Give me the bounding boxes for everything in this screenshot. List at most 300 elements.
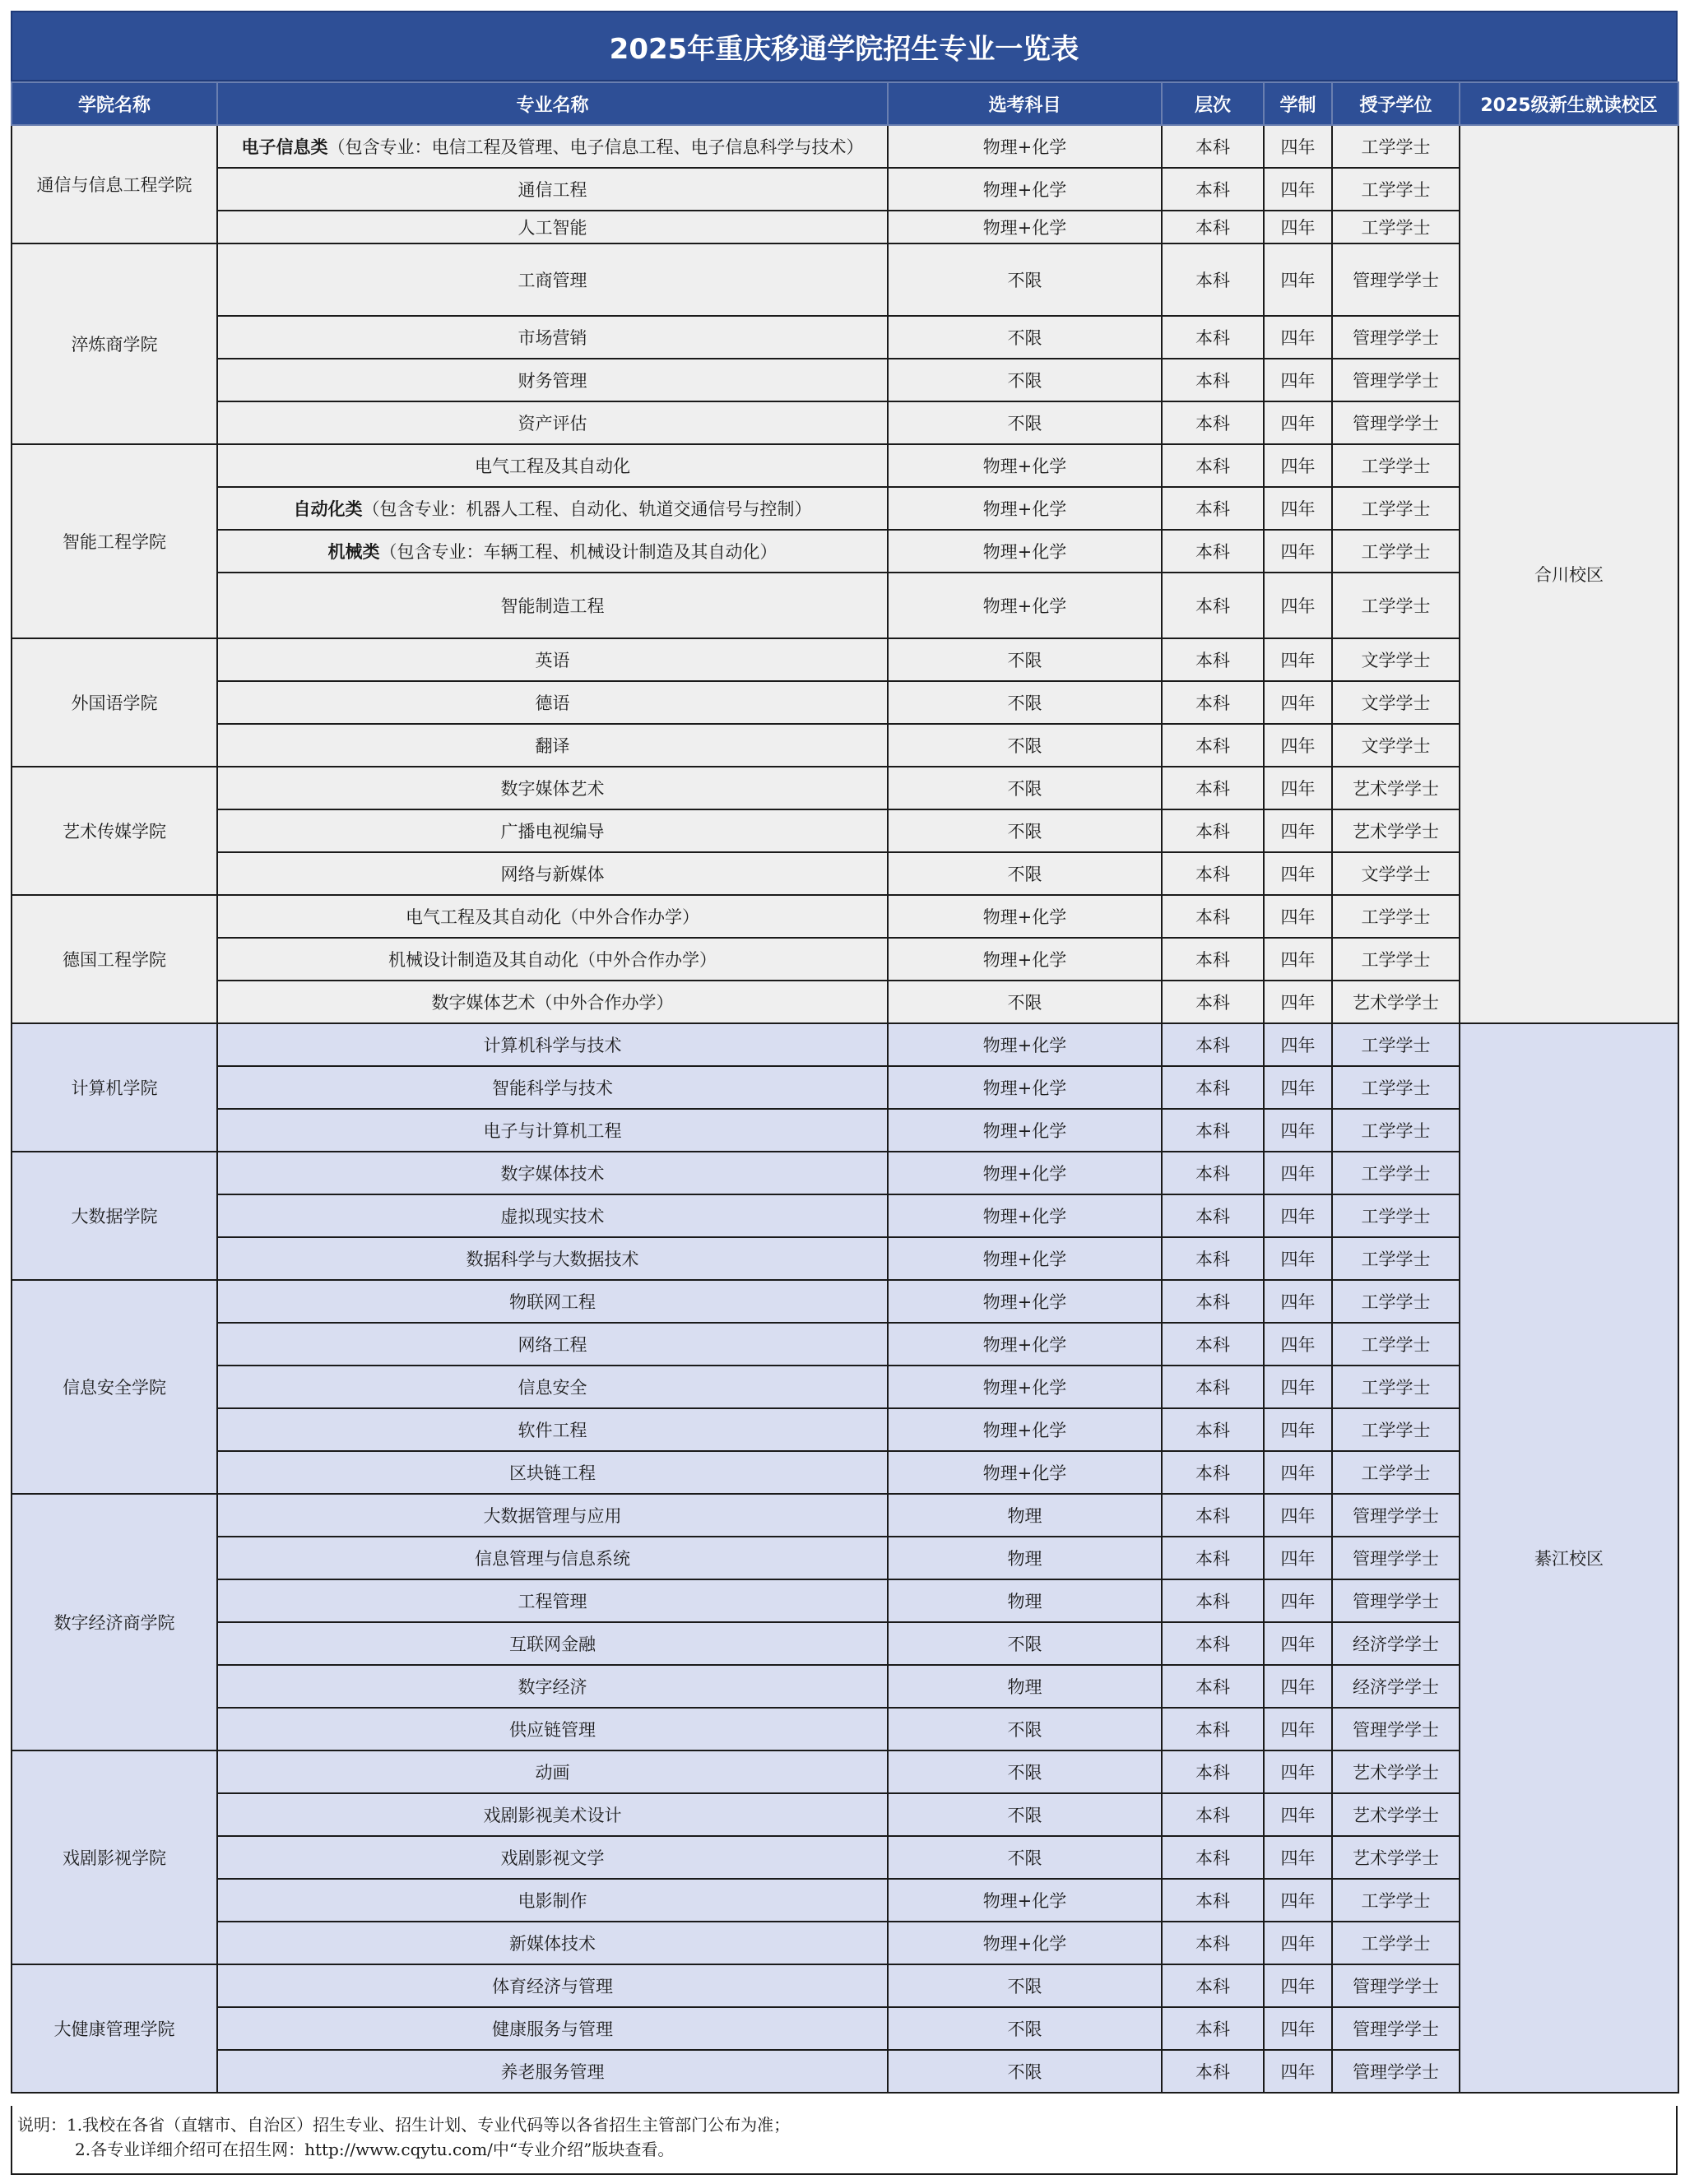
level-cell: 本科 (1162, 359, 1264, 401)
level-cell: 本科 (1162, 981, 1264, 1023)
degree-cell: 工学学士 (1332, 1023, 1460, 1066)
major-category-detail: （包含专业：机器人工程、自动化、轨道交通信号与控制） (362, 499, 812, 519)
major-name: 数字媒体技术 (217, 1152, 888, 1194)
table-row (12, 1237, 1678, 1280)
duration-cell: 四年 (1264, 2007, 1332, 2050)
subjects-cell: 物理+化学 (888, 1879, 1162, 1922)
subjects-cell: 不限 (888, 1836, 1162, 1879)
subjects-cell: 物理+化学 (888, 168, 1162, 211)
table-row (12, 168, 1678, 211)
table-row (12, 1323, 1678, 1366)
table-row (12, 938, 1678, 981)
degree-cell: 工学学士 (1332, 487, 1460, 530)
subjects-cell: 不限 (888, 2050, 1162, 2093)
duration-cell: 四年 (1264, 1280, 1332, 1323)
table-row (12, 1451, 1678, 1494)
majors-table (11, 81, 1679, 2094)
subjects-cell: 不限 (888, 1793, 1162, 1836)
degree-cell: 管理学学士 (1332, 2050, 1460, 2093)
college-name: 计算机学院 (12, 1023, 217, 1152)
duration-cell: 四年 (1264, 1152, 1332, 1194)
subjects-cell: 物理+化学 (888, 895, 1162, 938)
duration-cell: 四年 (1264, 1964, 1332, 2007)
table-row (12, 1280, 1678, 1323)
college-name: 戏剧影视学院 (12, 1750, 217, 1964)
degree-cell: 文学学士 (1332, 724, 1460, 767)
duration-cell: 四年 (1264, 444, 1332, 487)
level-cell: 本科 (1162, 168, 1264, 211)
major-name: 戏剧影视美术设计 (217, 1793, 888, 1836)
college-name: 数字经济商学院 (12, 1494, 217, 1750)
subjects-cell: 物理+化学 (888, 1408, 1162, 1451)
subjects-cell: 物理+化学 (888, 573, 1162, 638)
degree-cell: 工学学士 (1332, 1237, 1460, 1280)
level-cell: 本科 (1162, 1665, 1264, 1708)
table-row (12, 809, 1678, 852)
degree-cell: 工学学士 (1332, 1323, 1460, 1366)
table-row (12, 1066, 1678, 1109)
table-row (12, 1366, 1678, 1408)
subjects-cell: 不限 (888, 809, 1162, 852)
table-row (12, 1836, 1678, 1879)
major-name: 体育经济与管理 (217, 1964, 888, 2007)
subjects-cell: 不限 (888, 638, 1162, 681)
duration-cell: 四年 (1264, 1579, 1332, 1622)
level-cell: 本科 (1162, 1964, 1264, 2007)
subjects-cell: 物理+化学 (888, 530, 1162, 573)
major-name: 智能制造工程 (217, 573, 888, 638)
header-subjects: 选考科目 (888, 82, 1162, 125)
degree-cell: 工学学士 (1332, 1194, 1460, 1237)
table-row (12, 2050, 1678, 2093)
major-name: 广播电视编导 (217, 809, 888, 852)
major-name: 网络与新媒体 (217, 852, 888, 895)
table-row (12, 638, 1678, 681)
admissions-table-sheet (11, 11, 1678, 2094)
college-name: 智能工程学院 (12, 444, 217, 638)
level-cell: 本科 (1162, 724, 1264, 767)
header-degree: 授予学位 (1332, 82, 1460, 125)
level-cell: 本科 (1162, 401, 1264, 444)
major-name: 戏剧影视文学 (217, 1836, 888, 1879)
level-cell: 本科 (1162, 1494, 1264, 1537)
subjects-cell: 物理+化学 (888, 1451, 1162, 1494)
college-name: 外国语学院 (12, 638, 217, 767)
college-name: 大健康管理学院 (12, 1964, 217, 2093)
header-duration: 学制 (1264, 82, 1332, 125)
subjects-cell: 不限 (888, 243, 1162, 316)
degree-cell: 艺术学学士 (1332, 981, 1460, 1023)
subjects-cell: 不限 (888, 1708, 1162, 1750)
table-row (12, 981, 1678, 1023)
degree-cell: 管理学学士 (1332, 243, 1460, 316)
degree-cell: 艺术学学士 (1332, 1836, 1460, 1879)
degree-cell: 艺术学学士 (1332, 1793, 1460, 1836)
degree-cell: 文学学士 (1332, 681, 1460, 724)
major-name: 大数据管理与应用 (217, 1494, 888, 1537)
duration-cell: 四年 (1264, 1494, 1332, 1537)
level-cell: 本科 (1162, 1066, 1264, 1109)
major-name: 电影制作 (217, 1879, 888, 1922)
table-row (12, 895, 1678, 938)
duration-cell: 四年 (1264, 1836, 1332, 1879)
level-cell: 本科 (1162, 1879, 1264, 1922)
table-row (12, 1109, 1678, 1152)
college-name: 德国工程学院 (12, 895, 217, 1023)
major-name: 信息管理与信息系统 (217, 1537, 888, 1579)
duration-cell: 四年 (1264, 573, 1332, 638)
level-cell: 本科 (1162, 1152, 1264, 1194)
major-name: 供应链管理 (217, 1708, 888, 1750)
subjects-cell: 物理+化学 (888, 1023, 1162, 1066)
table-row (12, 1023, 1678, 1066)
table-row (12, 852, 1678, 895)
level-cell: 本科 (1162, 1922, 1264, 1964)
subjects-cell: 不限 (888, 981, 1162, 1023)
duration-cell: 四年 (1264, 681, 1332, 724)
level-cell: 本科 (1162, 1237, 1264, 1280)
duration-cell: 四年 (1264, 1323, 1332, 1366)
major-name: 市场营销 (217, 316, 888, 359)
duration-cell: 四年 (1264, 1023, 1332, 1066)
degree-cell: 工学学士 (1332, 1922, 1460, 1964)
table-row (12, 681, 1678, 724)
duration-cell: 四年 (1264, 168, 1332, 211)
degree-cell: 工学学士 (1332, 125, 1460, 168)
subjects-cell: 物理 (888, 1579, 1162, 1622)
duration-cell: 四年 (1264, 1537, 1332, 1579)
major-name: 动画 (217, 1750, 888, 1793)
major-name: 数据科学与大数据技术 (217, 1237, 888, 1280)
degree-cell: 工学学士 (1332, 573, 1460, 638)
degree-cell: 管理学学士 (1332, 1579, 1460, 1622)
major-name: 财务管理 (217, 359, 888, 401)
duration-cell: 四年 (1264, 1879, 1332, 1922)
degree-cell: 工学学士 (1332, 1109, 1460, 1152)
level-cell: 本科 (1162, 1750, 1264, 1793)
major-name: 信息安全 (217, 1366, 888, 1408)
level-cell: 本科 (1162, 809, 1264, 852)
subjects-cell: 不限 (888, 852, 1162, 895)
major-name: 新媒体技术 (217, 1922, 888, 1964)
degree-cell: 艺术学学士 (1332, 767, 1460, 809)
major-name: 计算机科学与技术 (217, 1023, 888, 1066)
duration-cell: 四年 (1264, 1408, 1332, 1451)
subjects-cell: 物理+化学 (888, 444, 1162, 487)
level-cell: 本科 (1162, 1622, 1264, 1665)
major-name: 英语 (217, 638, 888, 681)
major-name (217, 125, 888, 168)
degree-cell: 经济学学士 (1332, 1665, 1460, 1708)
table-row (12, 530, 1678, 573)
subjects-cell: 不限 (888, 2007, 1162, 2050)
duration-cell: 四年 (1264, 895, 1332, 938)
table-row (12, 1408, 1678, 1451)
degree-cell: 管理学学士 (1332, 1964, 1460, 2007)
subjects-cell: 物理+化学 (888, 1109, 1162, 1152)
subjects-cell: 不限 (888, 767, 1162, 809)
degree-cell: 管理学学士 (1332, 359, 1460, 401)
duration-cell: 四年 (1264, 1708, 1332, 1750)
table-row (12, 573, 1678, 638)
duration-cell: 四年 (1264, 638, 1332, 681)
major-category-detail: （包含专业：车辆工程、机械设计制造及其自动化） (379, 542, 778, 562)
major-name: 翻译 (217, 724, 888, 767)
level-cell: 本科 (1162, 1451, 1264, 1494)
degree-cell: 管理学学士 (1332, 2007, 1460, 2050)
campus-cell: 綦江校区 (1460, 1023, 1678, 2093)
table-row (12, 401, 1678, 444)
degree-cell: 文学学士 (1332, 638, 1460, 681)
duration-cell: 四年 (1264, 724, 1332, 767)
table-row (12, 1152, 1678, 1194)
subjects-cell: 物理+化学 (888, 1237, 1162, 1280)
duration-cell: 四年 (1264, 1750, 1332, 1793)
major-name: 物联网工程 (217, 1280, 888, 1323)
table-row (12, 1964, 1678, 2007)
degree-cell: 工学学士 (1332, 530, 1460, 573)
major-name: 区块链工程 (217, 1451, 888, 1494)
degree-cell: 工学学士 (1332, 1408, 1460, 1451)
duration-cell: 四年 (1264, 125, 1332, 168)
level-cell: 本科 (1162, 852, 1264, 895)
level-cell: 本科 (1162, 2050, 1264, 2093)
page-title: 2025年重庆移通学院招生专业一览表 (11, 11, 1678, 81)
degree-cell: 工学学士 (1332, 1280, 1460, 1323)
table-row (12, 444, 1678, 487)
degree-cell: 文学学士 (1332, 852, 1460, 895)
level-cell: 本科 (1162, 638, 1264, 681)
major-name: 数字媒体艺术（中外合作办学） (217, 981, 888, 1023)
level-cell: 本科 (1162, 681, 1264, 724)
duration-cell: 四年 (1264, 981, 1332, 1023)
degree-cell: 管理学学士 (1332, 401, 1460, 444)
table-row (12, 211, 1678, 243)
table-row (12, 1579, 1678, 1622)
table-row (12, 1665, 1678, 1708)
table-row (12, 1622, 1678, 1665)
subjects-cell: 物理+化学 (888, 125, 1162, 168)
table-body (12, 125, 1678, 2093)
degree-cell: 管理学学士 (1332, 316, 1460, 359)
table-row (12, 1494, 1678, 1537)
major-name: 资产评估 (217, 401, 888, 444)
duration-cell: 四年 (1264, 1066, 1332, 1109)
subjects-cell: 不限 (888, 401, 1162, 444)
degree-cell: 工学学士 (1332, 1879, 1460, 1922)
level-cell: 本科 (1162, 767, 1264, 809)
subjects-cell: 物理+化学 (888, 1280, 1162, 1323)
duration-cell: 四年 (1264, 1665, 1332, 1708)
degree-cell: 工学学士 (1332, 211, 1460, 243)
major-name (217, 487, 888, 530)
level-cell: 本科 (1162, 211, 1264, 243)
degree-cell: 工学学士 (1332, 444, 1460, 487)
table-row (12, 1537, 1678, 1579)
subjects-cell: 不限 (888, 1750, 1162, 1793)
major-name: 软件工程 (217, 1408, 888, 1451)
major-name: 电气工程及其自动化 (217, 444, 888, 487)
note-1: 说明：1.我校在各省（直辖市、自治区）招生专业、招生计划、专业代码等以各省招生主管部门公布为准； (17, 2115, 791, 2135)
duration-cell: 四年 (1264, 487, 1332, 530)
header-campus: 2025级新生就读校区 (1460, 82, 1678, 125)
major-name: 机械设计制造及其自动化（中外合作办学） (217, 938, 888, 981)
campus-cell: 合川校区 (1460, 125, 1678, 1023)
duration-cell: 四年 (1264, 1451, 1332, 1494)
header-row (12, 82, 1678, 125)
table-row (12, 1750, 1678, 1793)
college-name: 大数据学院 (12, 1152, 217, 1280)
level-cell: 本科 (1162, 1579, 1264, 1622)
degree-cell: 管理学学士 (1332, 1494, 1460, 1537)
subjects-cell: 不限 (888, 724, 1162, 767)
table-row (12, 1708, 1678, 1750)
level-cell: 本科 (1162, 573, 1264, 638)
major-name: 工商管理 (217, 243, 888, 316)
level-cell: 本科 (1162, 444, 1264, 487)
duration-cell: 四年 (1264, 1622, 1332, 1665)
major-name: 互联网金融 (217, 1622, 888, 1665)
table-row (12, 1793, 1678, 1836)
major-name: 通信工程 (217, 168, 888, 211)
degree-cell: 工学学士 (1332, 1066, 1460, 1109)
duration-cell: 四年 (1264, 211, 1332, 243)
subjects-cell: 不限 (888, 1964, 1162, 2007)
table-row (12, 1879, 1678, 1922)
major-name: 数字经济 (217, 1665, 888, 1708)
major-name: 数字媒体艺术 (217, 767, 888, 809)
major-name: 虚拟现实技术 (217, 1194, 888, 1237)
duration-cell: 四年 (1264, 2050, 1332, 2093)
level-cell: 本科 (1162, 125, 1264, 168)
subjects-cell: 不限 (888, 359, 1162, 401)
subjects-cell: 物理+化学 (888, 211, 1162, 243)
duration-cell: 四年 (1264, 1366, 1332, 1408)
header-level: 层次 (1162, 82, 1264, 125)
major-name: 德语 (217, 681, 888, 724)
level-cell: 本科 (1162, 2007, 1264, 2050)
subjects-cell: 物理 (888, 1665, 1162, 1708)
level-cell: 本科 (1162, 938, 1264, 981)
level-cell: 本科 (1162, 1537, 1264, 1579)
level-cell: 本科 (1162, 1793, 1264, 1836)
duration-cell: 四年 (1264, 1793, 1332, 1836)
duration-cell: 四年 (1264, 1237, 1332, 1280)
major-name: 人工智能 (217, 211, 888, 243)
major-name: 工程管理 (217, 1579, 888, 1622)
level-cell: 本科 (1162, 243, 1264, 316)
degree-cell: 管理学学士 (1332, 1708, 1460, 1750)
level-cell: 本科 (1162, 1280, 1264, 1323)
subjects-cell: 物理+化学 (888, 1922, 1162, 1964)
subjects-cell: 不限 (888, 316, 1162, 359)
degree-cell: 艺术学学士 (1332, 1750, 1460, 1793)
degree-cell: 艺术学学士 (1332, 809, 1460, 852)
level-cell: 本科 (1162, 1708, 1264, 1750)
level-cell: 本科 (1162, 530, 1264, 573)
degree-cell: 经济学学士 (1332, 1622, 1460, 1665)
duration-cell: 四年 (1264, 316, 1332, 359)
level-cell: 本科 (1162, 1408, 1264, 1451)
degree-cell: 管理学学士 (1332, 1537, 1460, 1579)
level-cell: 本科 (1162, 1366, 1264, 1408)
duration-cell: 四年 (1264, 1194, 1332, 1237)
major-category: 机械类 (327, 541, 380, 562)
degree-cell: 工学学士 (1332, 1451, 1460, 1494)
major-category: 自动化类 (293, 498, 363, 519)
table-row (12, 1194, 1678, 1237)
major-name: 网络工程 (217, 1323, 888, 1366)
level-cell: 本科 (1162, 487, 1264, 530)
subjects-cell: 不限 (888, 1622, 1162, 1665)
subjects-cell: 物理+化学 (888, 1066, 1162, 1109)
college-name: 通信与信息工程学院 (12, 125, 217, 243)
table-row (12, 487, 1678, 530)
table-row (12, 316, 1678, 359)
major-name: 电气工程及其自动化（中外合作办学） (217, 895, 888, 938)
duration-cell: 四年 (1264, 767, 1332, 809)
duration-cell: 四年 (1264, 359, 1332, 401)
table-row (12, 2007, 1678, 2050)
duration-cell: 四年 (1264, 243, 1332, 316)
table-row (12, 724, 1678, 767)
major-name (217, 530, 888, 573)
header-major: 专业名称 (217, 82, 888, 125)
level-cell: 本科 (1162, 1109, 1264, 1152)
college-name: 艺术传媒学院 (12, 767, 217, 895)
major-name: 智能科学与技术 (217, 1066, 888, 1109)
subjects-cell: 物理+化学 (888, 1323, 1162, 1366)
level-cell: 本科 (1162, 1194, 1264, 1237)
duration-cell: 四年 (1264, 938, 1332, 981)
level-cell: 本科 (1162, 316, 1264, 359)
subjects-cell: 物理+化学 (888, 487, 1162, 530)
duration-cell: 四年 (1264, 1922, 1332, 1964)
table-row (12, 243, 1678, 316)
duration-cell: 四年 (1264, 401, 1332, 444)
duration-cell: 四年 (1264, 852, 1332, 895)
table-row (12, 1922, 1678, 1964)
table-row (12, 359, 1678, 401)
footnotes (11, 2106, 1678, 2175)
duration-cell: 四年 (1264, 809, 1332, 852)
subjects-cell: 物理+化学 (888, 1194, 1162, 1237)
college-name: 淬炼商学院 (12, 243, 217, 444)
duration-cell: 四年 (1264, 530, 1332, 573)
level-cell: 本科 (1162, 1323, 1264, 1366)
major-name: 健康服务与管理 (217, 2007, 888, 2050)
major-category: 电子信息类 (241, 137, 328, 157)
college-name: 信息安全学院 (12, 1280, 217, 1494)
subjects-cell: 物理 (888, 1494, 1162, 1537)
table-row (12, 125, 1678, 168)
subjects-cell: 物理+化学 (888, 1152, 1162, 1194)
subjects-cell: 物理+化学 (888, 938, 1162, 981)
major-name: 电子与计算机工程 (217, 1109, 888, 1152)
table-row (12, 767, 1678, 809)
degree-cell: 工学学士 (1332, 1366, 1460, 1408)
subjects-cell: 物理+化学 (888, 1366, 1162, 1408)
major-category-detail: （包含专业：电信工程及管理、电子信息工程、电子信息科学与技术） (327, 137, 864, 157)
degree-cell: 工学学士 (1332, 168, 1460, 211)
duration-cell: 四年 (1264, 1109, 1332, 1152)
header-college: 学院名称 (12, 82, 217, 125)
degree-cell: 工学学士 (1332, 938, 1460, 981)
subjects-cell: 物理 (888, 1537, 1162, 1579)
note-2: 2.各专业详细介绍可在招生网：http://www.cqytu.com/中“专业介绍”版块查看。 (75, 2140, 675, 2159)
level-cell: 本科 (1162, 1836, 1264, 1879)
level-cell: 本科 (1162, 895, 1264, 938)
